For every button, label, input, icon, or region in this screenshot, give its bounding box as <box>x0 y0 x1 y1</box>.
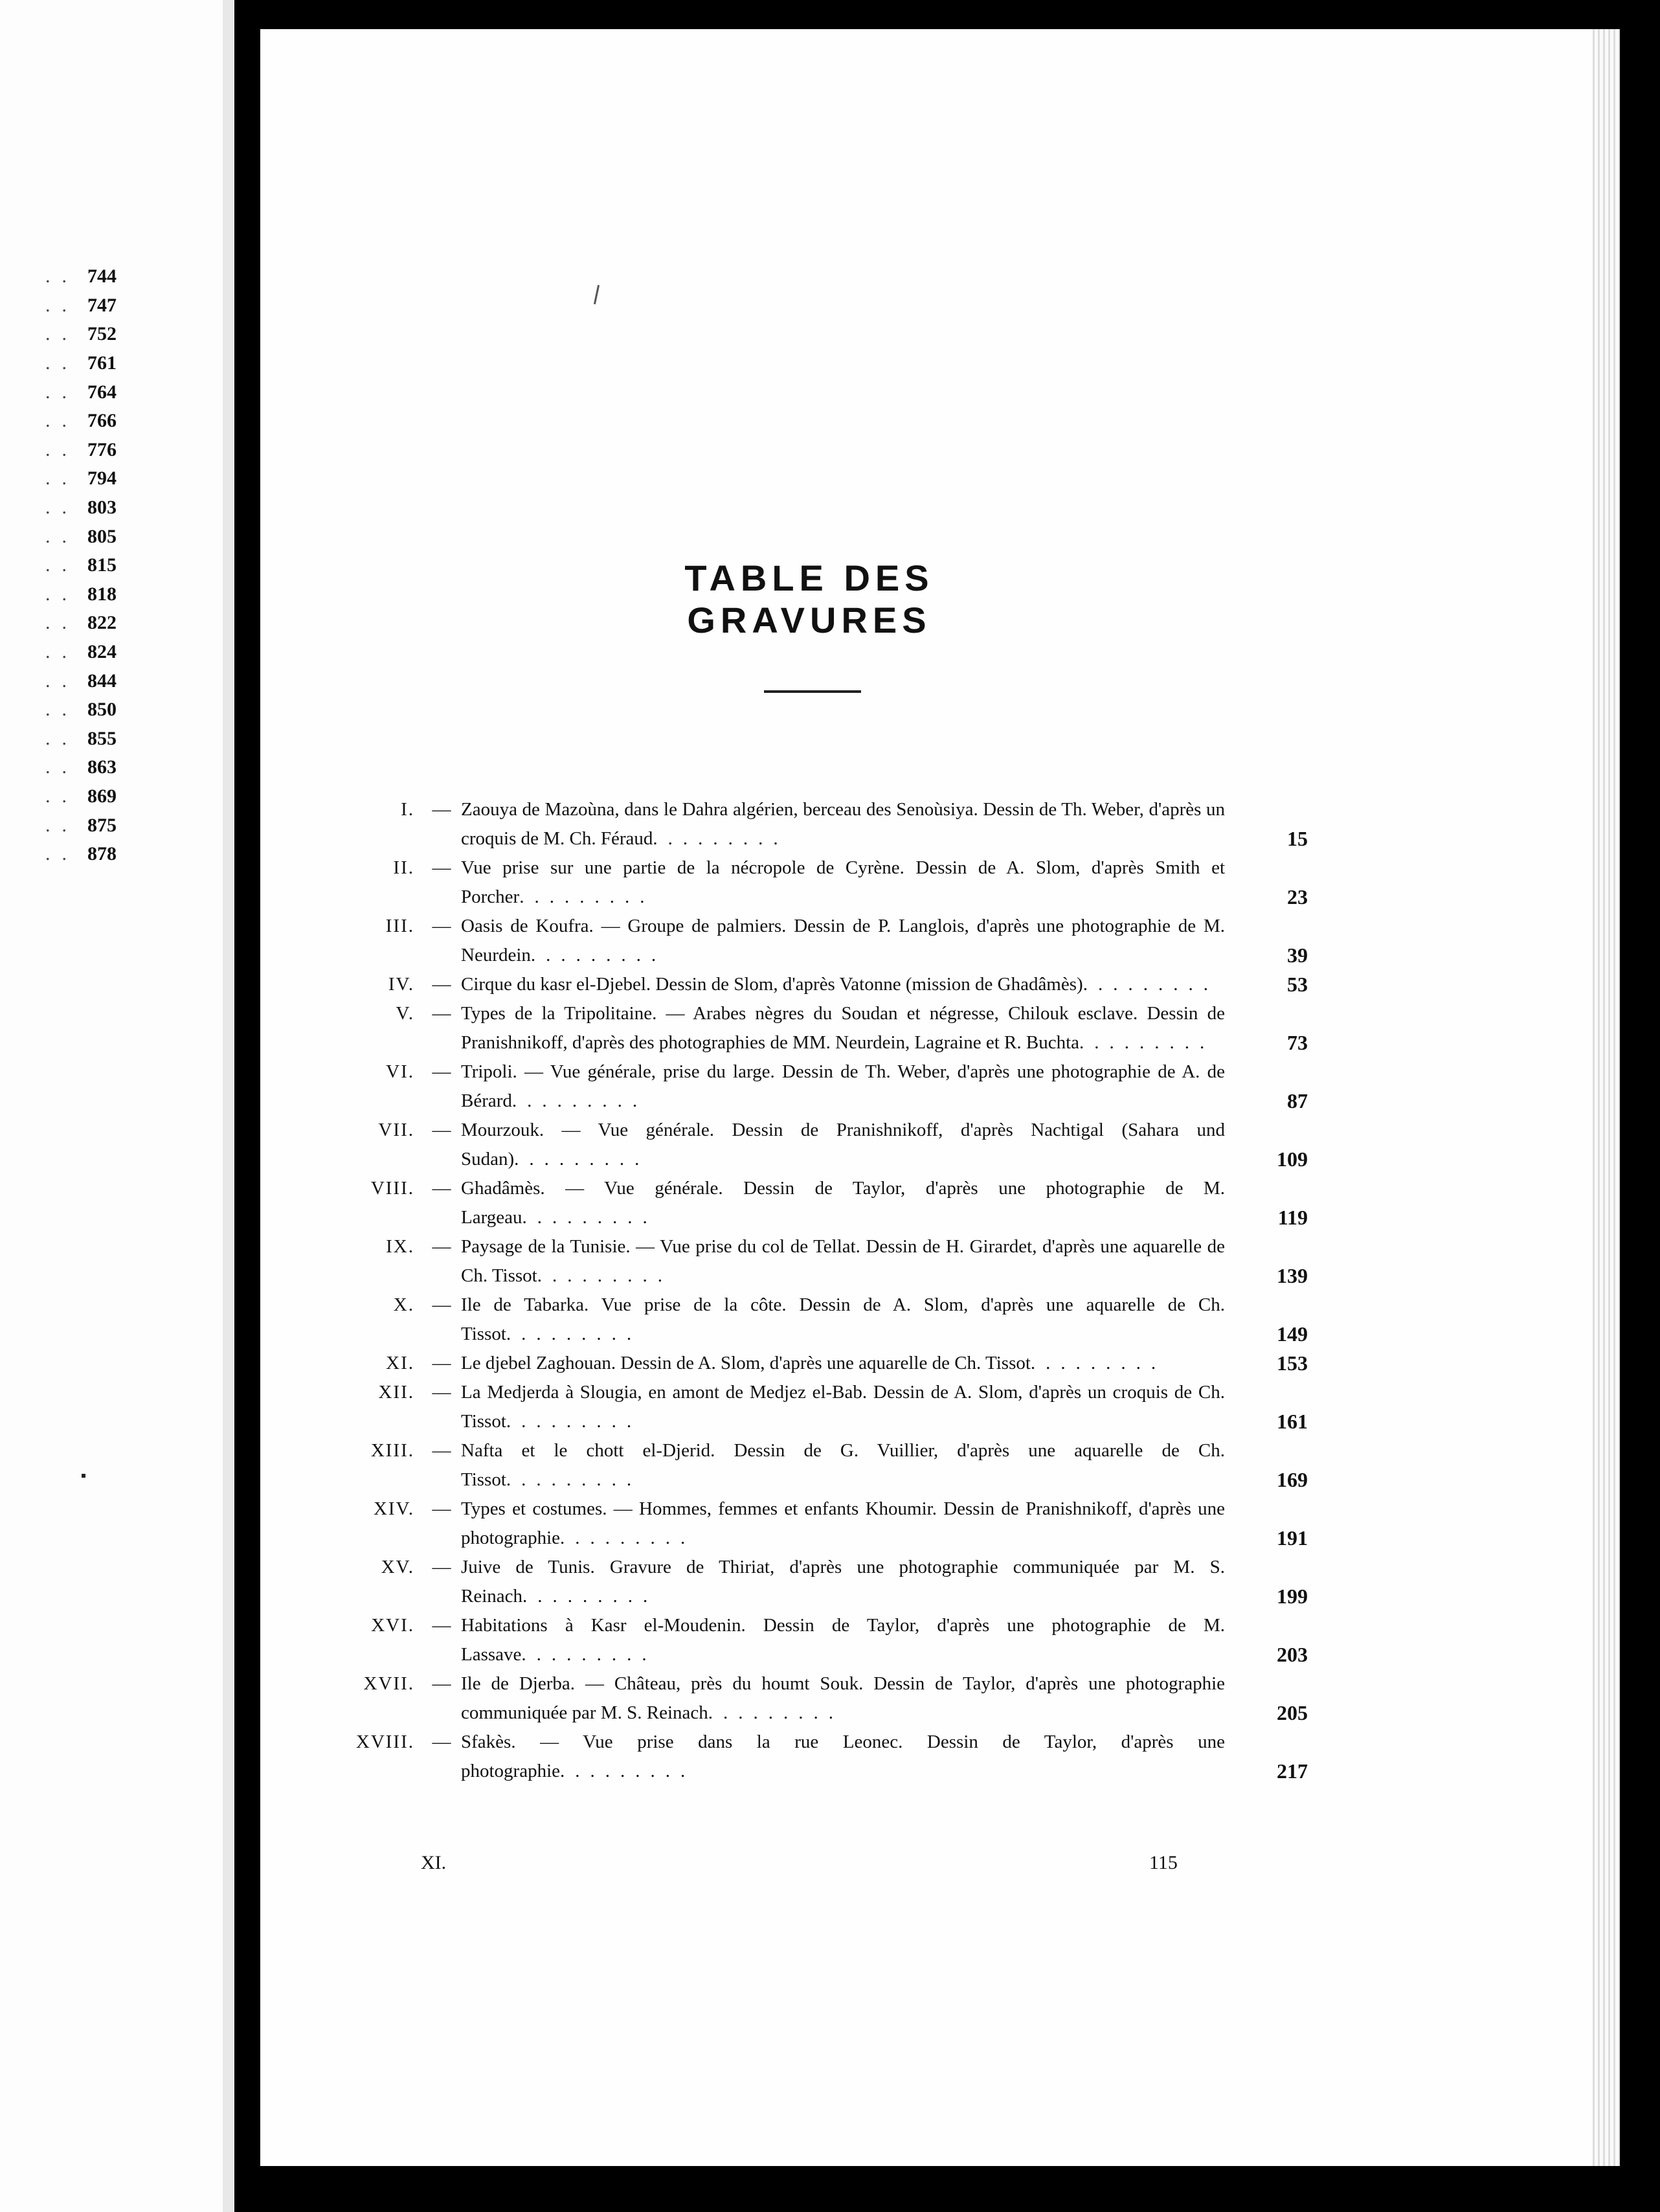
engraving-entry <box>350 1057 1308 1116</box>
left-page-number-row: .. 878 <box>45 843 117 865</box>
entry-dash: — <box>432 799 451 820</box>
entry-page: 217 <box>1277 1759 1308 1783</box>
engraving-entry <box>350 1174 1308 1232</box>
entry-page: 53 <box>1287 973 1308 996</box>
engravings-list <box>350 795 1308 1786</box>
engraving-entry <box>350 1611 1308 1669</box>
entry-page: 87 <box>1287 1089 1308 1112</box>
entry-dash: — <box>432 1732 451 1752</box>
ink-spot <box>82 1474 85 1478</box>
entry-dash: — <box>432 1178 451 1199</box>
engraving-entry <box>350 1436 1308 1495</box>
entry-numeral: XII. <box>378 1382 414 1403</box>
entry-dash: — <box>432 974 451 995</box>
entry-numeral: VII. <box>378 1120 414 1140</box>
entry-text: Oasis de Koufra. — Groupe de palmiers. Dessin de P. Langlois, d'après une photographie de M. Neurdein......... <box>461 916 1225 965</box>
signature-mark: XI. <box>421 1852 447 1873</box>
entry-dash: — <box>432 1498 451 1519</box>
engraving-entry <box>350 999 1308 1057</box>
entry-text: Sfakès. — Vue prise dans la rue Leonec. Dessin de Taylor, d'après une photographie......... <box>461 1732 1225 1781</box>
left-page-number-row: .. 855 <box>45 727 117 749</box>
entry-page: 199 <box>1277 1585 1308 1608</box>
entry-page: 109 <box>1277 1147 1308 1171</box>
entry-numeral: XVI. <box>371 1615 414 1636</box>
engraving-entry <box>350 1232 1308 1291</box>
entry-dash: — <box>432 857 451 878</box>
entry-text: Nafta et le chott el-Djerid. Dessin de G. Vuillier, d'après une aquarelle de Ch. Tissot......... <box>461 1440 1225 1490</box>
entry-text: Cirque du kasr el-Djebel. Dessin de Slom, d'après Vatonne (mission de Ghadâmès)......... <box>461 974 1218 995</box>
entry-numeral: III. <box>385 916 414 936</box>
entry-numeral: XV. <box>381 1557 414 1577</box>
engraving-entry <box>350 1728 1308 1786</box>
entry-text: Ghadâmès. — Vue générale. Dessin de Taylor, d'après une photographie de M. Largeau......... <box>461 1178 1225 1228</box>
entry-text: Tripoli. — Vue générale, prise du large. Dessin de Th. Weber, d'après une photographie de A. de Bérard......... <box>461 1061 1225 1111</box>
entry-page: 203 <box>1277 1643 1308 1666</box>
page-title: TABLE DES GRAVURES <box>684 558 934 640</box>
engraving-entry <box>350 970 1308 999</box>
left-page-number-row: .. 744 <box>45 265 117 288</box>
entry-numeral: V. <box>396 1003 414 1024</box>
entry-page: 161 <box>1277 1410 1308 1433</box>
left-page-edge <box>223 0 234 2212</box>
page-stack-edges <box>1593 29 1620 2166</box>
entry-text: Zaouya de Mazoùna, dans le Dahra algérien, berceau des Senoùsiya. Dessin de Th. Weber, d'après un croquis de M. Ch. Féraud......... <box>461 799 1225 849</box>
entry-numeral: XVIII. <box>355 1732 414 1752</box>
entry-numeral: I. <box>401 799 414 820</box>
entry-page: 169 <box>1277 1468 1308 1491</box>
left-page-number-row: .. 824 <box>45 641 117 663</box>
left-page-number-row: .. 764 <box>45 381 117 403</box>
entry-dash: — <box>432 1382 451 1403</box>
entry-page: 119 <box>1277 1206 1308 1229</box>
engraving-entry <box>350 912 1308 970</box>
engraving-entry <box>350 1349 1308 1378</box>
left-page-numbers <box>0 262 117 868</box>
left-page-number-row: .. 818 <box>45 583 117 605</box>
engraving-entry <box>350 1495 1308 1553</box>
entry-page: 39 <box>1287 943 1308 967</box>
left-page-number-row: .. 844 <box>45 670 117 692</box>
engraving-entry <box>350 1378 1308 1436</box>
entry-text: Le djebel Zaghouan. Dessin de A. Slom, d'après une aquarelle de Ch. Tissot......... <box>461 1353 1167 1373</box>
engraving-entry <box>350 1553 1308 1611</box>
entry-dash: — <box>432 1353 451 1373</box>
entry-page: 23 <box>1287 885 1308 909</box>
engraving-entry <box>350 853 1308 912</box>
left-page-number-row: .. 875 <box>45 814 117 836</box>
entry-text: Types de la Tripolitaine. — Arabes nègres du Soudan et négresse, Chilouk esclave. Dessin de Pranishnikoff, d'après des photographies de MM. Neurdein, Lagraine et R. Buchta......... <box>461 1003 1225 1053</box>
left-page-number-row: .. 761 <box>45 352 117 374</box>
engraving-entry <box>350 1291 1308 1349</box>
left-page-number-row: .. 869 <box>45 785 117 807</box>
entry-numeral: XI. <box>386 1353 414 1373</box>
entry-dash: — <box>432 1615 451 1636</box>
entry-numeral: X. <box>393 1294 414 1315</box>
page-number: 115 <box>1149 1852 1178 1873</box>
entry-numeral: VI. <box>386 1061 414 1082</box>
left-page-number-row: .. 794 <box>45 468 117 490</box>
entry-dash: — <box>432 1003 451 1024</box>
left-page-number-row: .. 766 <box>45 410 117 432</box>
entry-page: 139 <box>1277 1264 1308 1287</box>
left-page-number-row: .. 822 <box>45 612 117 634</box>
engraving-entry <box>350 1116 1308 1174</box>
entry-numeral: XVII. <box>363 1673 414 1694</box>
entry-page: 205 <box>1277 1701 1308 1724</box>
entry-text: Ile de Tabarka. Vue prise de la côte. Dessin de A. Slom, d'après une aquarelle de Ch. Tissot......... <box>461 1294 1225 1344</box>
entry-page: 149 <box>1277 1322 1308 1346</box>
entry-text: Vue prise sur une partie de la nécropole de Cyrène. Dessin de A. Slom, d'après Smith et Porcher......... <box>461 857 1225 907</box>
entry-numeral: II. <box>393 857 414 878</box>
entry-dash: — <box>432 1294 451 1315</box>
title-rule <box>764 690 861 693</box>
engraving-entry <box>350 1669 1308 1728</box>
entry-page: 191 <box>1277 1526 1308 1550</box>
entry-dash: — <box>432 1557 451 1577</box>
left-page-number-row: .. 805 <box>45 525 117 547</box>
left-page-number-row: .. 776 <box>45 438 117 460</box>
left-page-number-row: .. 803 <box>45 497 117 519</box>
entry-page: 73 <box>1287 1031 1308 1054</box>
left-page <box>0 0 234 2212</box>
left-page-number-row: .. 850 <box>45 699 117 721</box>
entry-text: Juive de Tunis. Gravure de Thiriat, d'après une photographie communiquée par M. S. Reinach......... <box>461 1557 1225 1607</box>
entry-text: Types et costumes. — Hommes, femmes et enfants Khoumir. Dessin de Pranishnikoff, d'après une photographie......... <box>461 1498 1225 1548</box>
left-page-number-row: .. 752 <box>45 323 117 345</box>
entry-text: La Medjerda à Slougia, en amont de Medjez el-Bab. Dessin de A. Slom, d'après un croquis de Ch. Tissot......... <box>461 1382 1225 1432</box>
left-page-number-row: .. 863 <box>45 756 117 778</box>
left-page-number-row: .. 815 <box>45 554 117 576</box>
entry-text: Ile de Djerba. — Château, près du houmt Souk. Dessin de Taylor, d'après une photographie communiquée par M. S. Reinach......... <box>461 1673 1225 1723</box>
entry-dash: — <box>432 916 451 936</box>
entry-dash: — <box>432 1236 451 1257</box>
left-page-number-row: .. 747 <box>45 294 117 316</box>
entry-numeral: IX. <box>386 1236 414 1257</box>
entry-numeral: VIII. <box>370 1178 414 1199</box>
entry-dash: — <box>432 1061 451 1082</box>
engraving-entry <box>350 795 1308 853</box>
entry-page: 153 <box>1277 1351 1308 1375</box>
entry-dash: — <box>432 1120 451 1140</box>
entry-numeral: IV. <box>388 974 414 995</box>
entry-text: Paysage de la Tunisie. — Vue prise du col de Tellat. Dessin de H. Girardet, d'après une aquarelle de Ch. Tissot......... <box>461 1236 1225 1286</box>
entry-numeral: XIII. <box>370 1440 414 1461</box>
entry-text: Mourzouk. — Vue générale. Dessin de Pranishnikoff, d'après Nachtigal (Sahara und Sudan)......... <box>461 1120 1225 1169</box>
book-gutter <box>234 0 260 2212</box>
entry-dash: — <box>432 1673 451 1694</box>
entry-dash: — <box>432 1440 451 1461</box>
entry-text: Habitations à Kasr el-Moudenin. Dessin de Taylor, d'après une photographie de M. Lassave......... <box>461 1615 1225 1665</box>
entry-page: 15 <box>1287 827 1308 850</box>
entry-numeral: XIV. <box>373 1498 414 1519</box>
